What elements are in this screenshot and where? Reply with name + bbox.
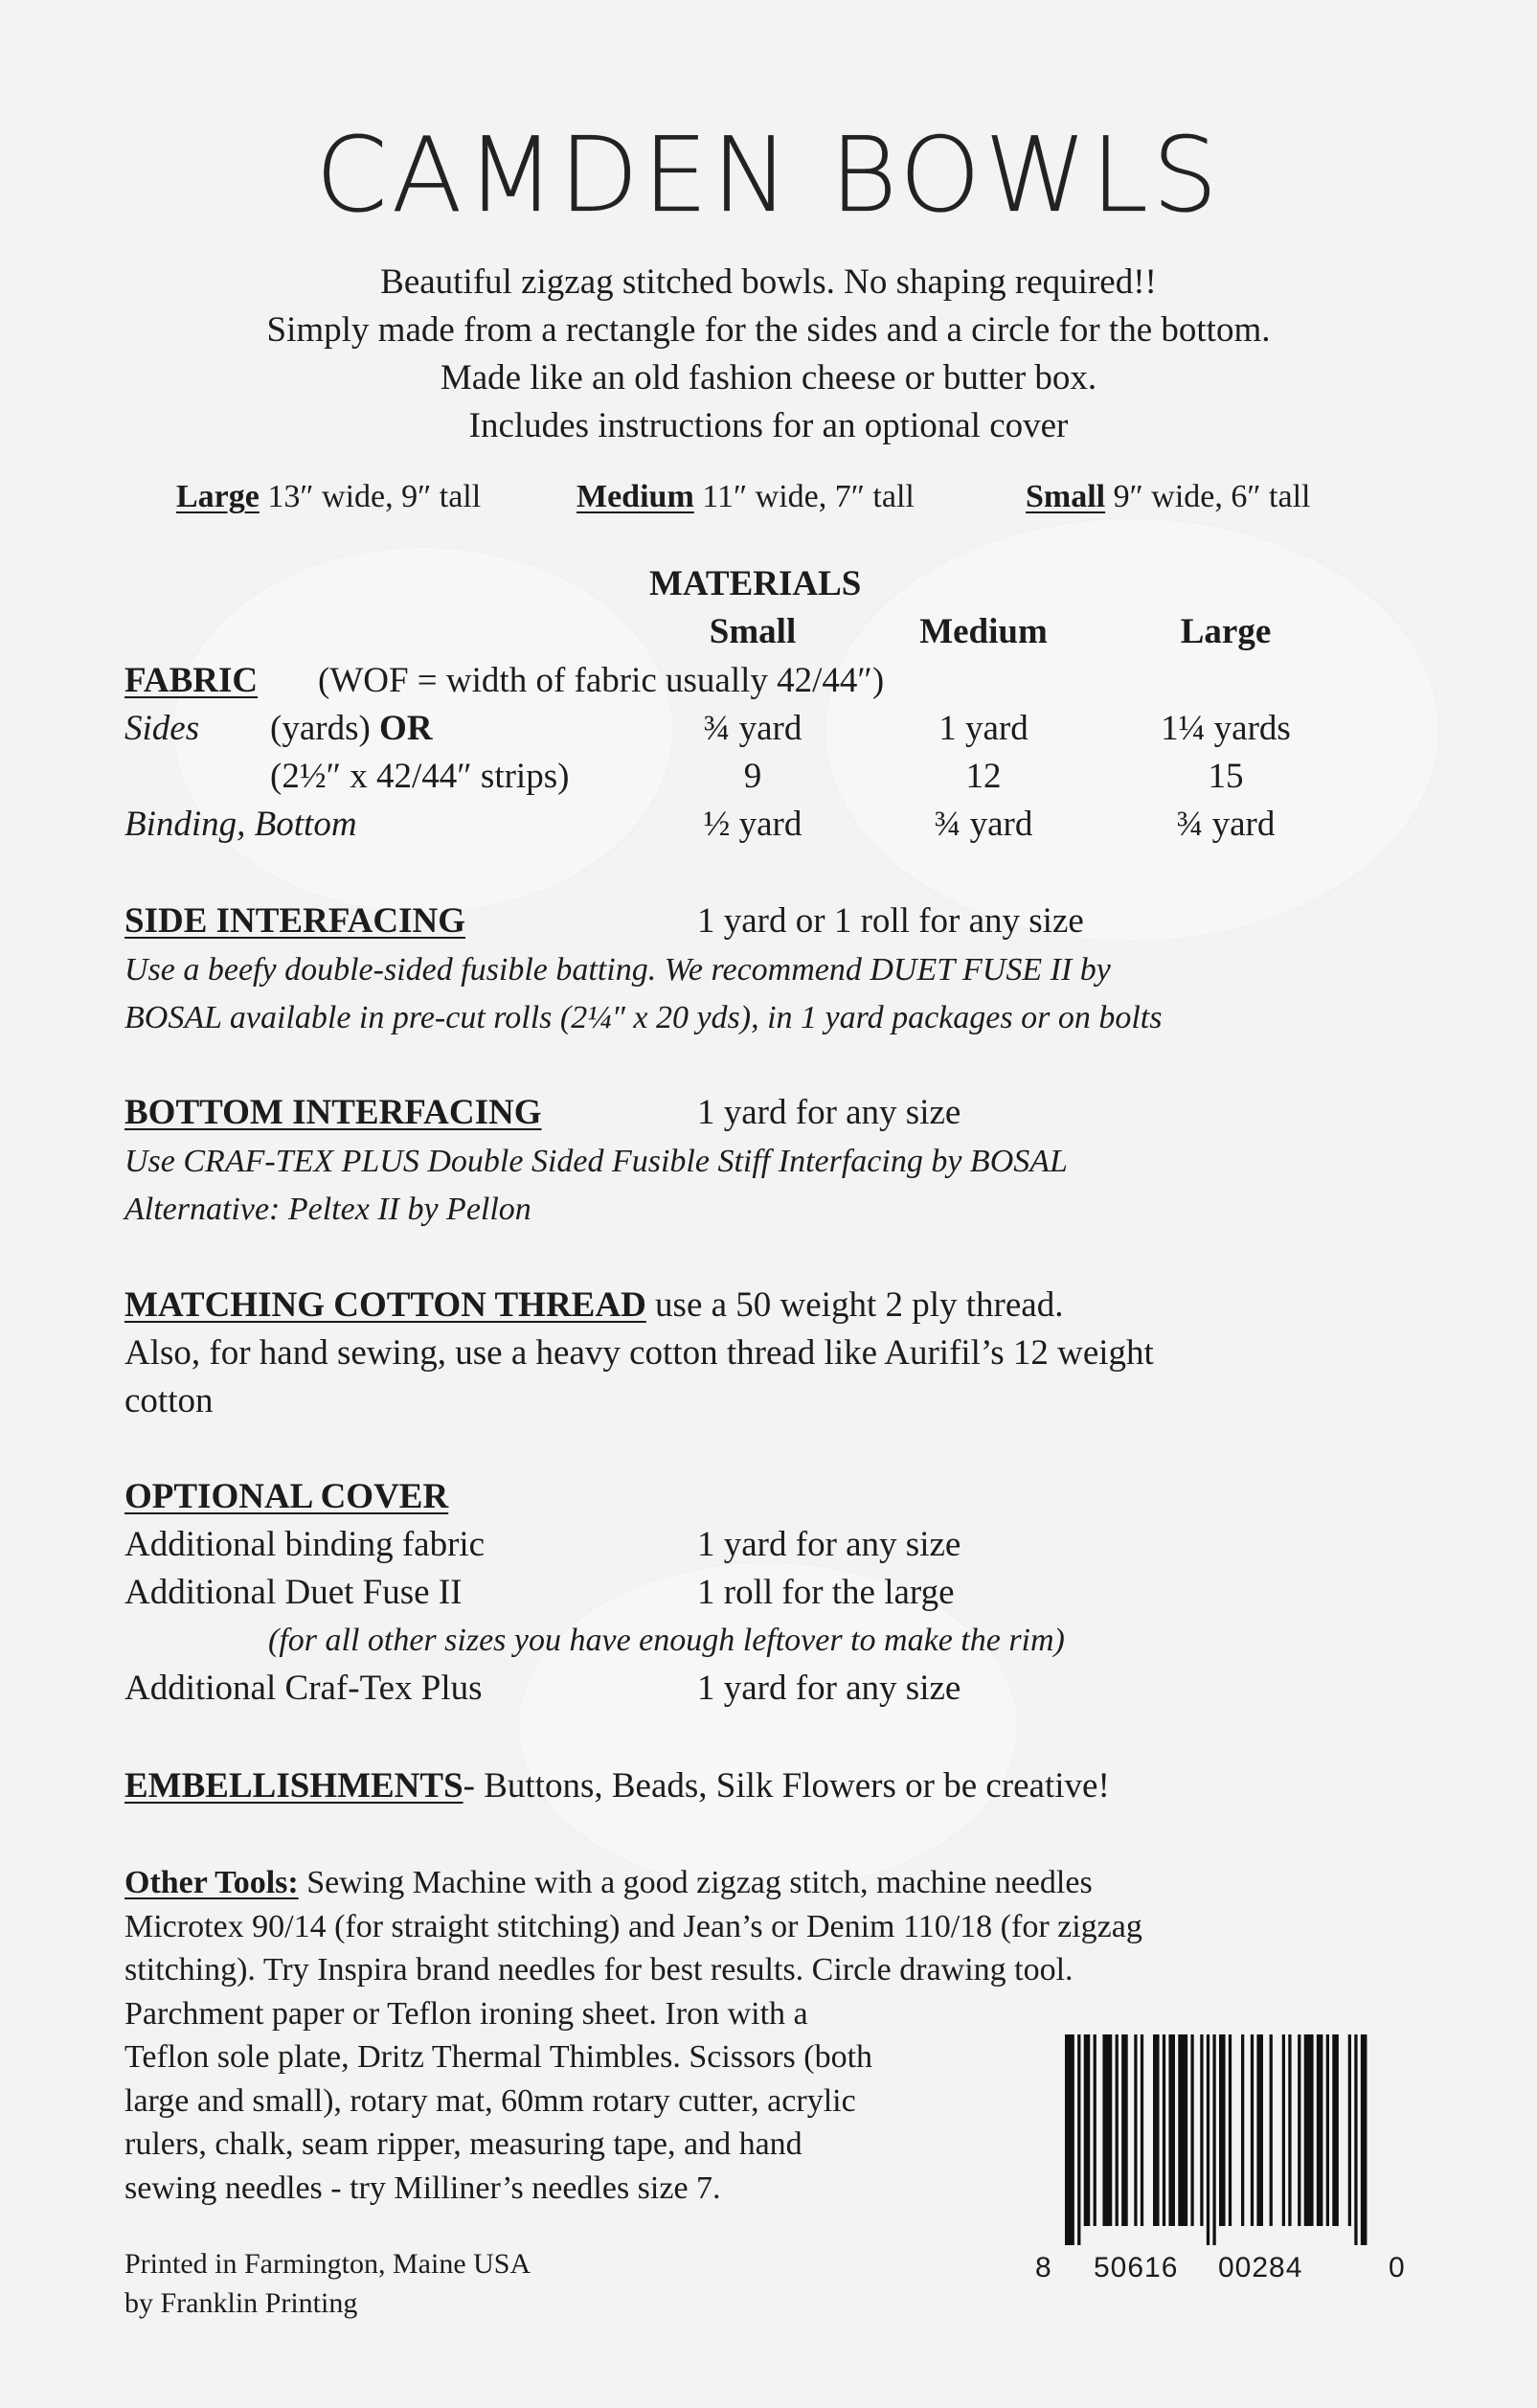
barcode-bar bbox=[1116, 2034, 1119, 2226]
bottom-interfacing-value: 1 yard for any size bbox=[697, 1093, 961, 1132]
optional-cover-heading: OPTIONAL COVER bbox=[124, 1477, 449, 1516]
size-large-label: Large bbox=[176, 479, 260, 514]
materials-heading: MATERIALS bbox=[649, 564, 862, 603]
bottom-interfacing-note: Alternative: Peltex II by Pellon bbox=[124, 1192, 531, 1227]
cover-note: (for all other sizes you have enough leftover to make the rim) bbox=[268, 1623, 1065, 1658]
barcode-bar bbox=[1065, 2034, 1074, 2245]
column-header-large: Large bbox=[1180, 612, 1272, 651]
size-small bbox=[1026, 479, 1310, 515]
bottom-interfacing-heading: BOTTOM INTERFACING bbox=[124, 1093, 542, 1132]
barcode-bar bbox=[1190, 2034, 1193, 2226]
barcode-bar bbox=[1163, 2034, 1165, 2226]
column-header-medium: Medium bbox=[919, 612, 1048, 651]
column-header-small: Small bbox=[709, 612, 797, 651]
other-tools-line: Microtex 90/14 (for straight stitching) and Jean’s or Denim 110/18 (for zigzag bbox=[124, 1908, 1142, 1944]
intro-line: Includes instructions for an optional cover bbox=[468, 406, 1069, 445]
thread-heading: MATCHING COTTON THREAD bbox=[124, 1285, 646, 1325]
other-tools-line: stitching). Try Inspira brand needles for best results. Circle drawing tool. bbox=[124, 1952, 1074, 1988]
thread-value: use a 50 weight 2 ply thread. bbox=[645, 1285, 1064, 1325]
other-tools-line: Parchment paper or Teflon ironing sheet. Iron with a bbox=[124, 1995, 808, 2032]
printer-credit bbox=[124, 2244, 531, 2323]
other-tools-text: Sewing Machine with a good zigzag stitch, machine needles bbox=[298, 1865, 1093, 1900]
size-medium-value: 11″ wide, 7″ tall bbox=[693, 479, 915, 514]
embellishments-text: - Buttons, Beads, Silk Flowers or be creative! bbox=[463, 1766, 1110, 1806]
thread-line bbox=[124, 1282, 1063, 1329]
size-large bbox=[176, 479, 481, 515]
binding-small: ½ yard bbox=[703, 805, 802, 844]
embellishments-heading: EMBELLISHMENTS bbox=[124, 1766, 463, 1806]
or-text: OR bbox=[379, 709, 433, 748]
barcode-bar bbox=[1317, 2034, 1323, 2226]
barcode-digits-2: 00284 bbox=[1218, 2252, 1303, 2283]
other-tools-line bbox=[124, 1861, 1350, 1905]
size-small-value: 9″ wide, 6″ tall bbox=[1105, 479, 1311, 514]
yards-text: (yards) bbox=[270, 709, 380, 748]
barcode-bar bbox=[1141, 2034, 1143, 2226]
barcode-digit-right: 0 bbox=[1389, 2252, 1406, 2283]
barcode-bar bbox=[1200, 2034, 1203, 2226]
barcode-bar bbox=[1348, 2034, 1351, 2226]
barcode-bar bbox=[1251, 2034, 1254, 2226]
side-interfacing-heading: SIDE INTERFACING bbox=[124, 901, 466, 941]
size-small-label: Small bbox=[1026, 479, 1106, 514]
sides-label: Sides bbox=[124, 709, 200, 748]
barcode bbox=[1065, 2034, 1373, 2245]
side-interfacing-note: BOSAL available in pre-cut rolls (2¼″ x 20 yds), in 1 yard packages or on bolts bbox=[124, 1000, 1163, 1035]
barcode-digits-1: 50616 bbox=[1094, 2252, 1179, 2283]
intro-text bbox=[0, 259, 1537, 450]
cover-item-value: 1 yard for any size bbox=[697, 1669, 961, 1708]
barcode-bar bbox=[1288, 2034, 1291, 2226]
barcode-bar bbox=[1241, 2034, 1244, 2226]
intro-line: Beautiful zigzag stitched bowls. No shaping required!! bbox=[380, 262, 1157, 302]
barcode-bar bbox=[1084, 2034, 1091, 2226]
strips-large: 15 bbox=[1208, 757, 1244, 796]
yards-label bbox=[270, 705, 433, 753]
barcode-bar bbox=[1219, 2034, 1226, 2226]
other-tools-line: rulers, chalk, seam ripper, measuring tape, and hand bbox=[124, 2126, 802, 2162]
side-interfacing-note: Use a beefy double-sided fusible batting. We recommend DUET FUSE II by bbox=[124, 952, 1111, 988]
fabric-note: (WOF = width of fabric usually 42/44″) bbox=[318, 661, 885, 700]
other-tools-line: sewing needles - try Milliner’s needles size 7. bbox=[124, 2169, 721, 2206]
barcode-bar bbox=[1212, 2034, 1215, 2245]
barcode-bar bbox=[1229, 2034, 1232, 2226]
strips-label: (2½″ x 42/44″ strips) bbox=[270, 757, 570, 796]
thread-line-2: Also, for hand sewing, use a heavy cotton thread like Aurifil’s 12 weight bbox=[124, 1333, 1154, 1373]
intro-line: Simply made from a rectangle for the sides and a circle for the bottom. bbox=[266, 310, 1271, 350]
barcode-bar bbox=[1361, 2034, 1367, 2245]
barcode-bar bbox=[1332, 2034, 1339, 2226]
fabric-heading: FABRIC bbox=[124, 661, 259, 700]
barcode-bar bbox=[1102, 2034, 1112, 2226]
size-large-value: 13″ wide, 9″ tall bbox=[259, 479, 482, 514]
cover-item-label: Additional Duet Fuse II bbox=[124, 1573, 463, 1612]
printer-line: Printed in Farmington, Maine USA bbox=[124, 2248, 531, 2280]
sides-yards-large: 1¼ yards bbox=[1161, 709, 1291, 748]
barcode-bar bbox=[1077, 2034, 1080, 2245]
barcode-bar bbox=[1282, 2034, 1285, 2226]
barcode-bar bbox=[1094, 2034, 1096, 2226]
side-interfacing-value: 1 yard or 1 roll for any size bbox=[697, 901, 1084, 941]
binding-medium: ¾ yard bbox=[934, 805, 1033, 844]
barcode-bar bbox=[1153, 2034, 1160, 2226]
barcode-digit-left: 8 bbox=[1035, 2252, 1052, 2283]
embellishments-line bbox=[124, 1762, 1110, 1810]
barcode-bar bbox=[1121, 2034, 1128, 2226]
other-tools-line: Teflon sole plate, Dritz Thermal Thimbles. Scissors (both bbox=[124, 2039, 873, 2075]
cover-item-label: Additional Craf-Tex Plus bbox=[124, 1669, 483, 1708]
other-tools-line: large and small), rotary mat, 60mm rotary cutter, acrylic bbox=[124, 2082, 856, 2119]
barcode-bar bbox=[1326, 2034, 1329, 2226]
strips-small: 9 bbox=[743, 757, 762, 796]
cover-item-label: Additional binding fabric bbox=[124, 1525, 486, 1564]
bottom-interfacing-note: Use CRAF-TEX PLUS Double Sided Fusible Stiff Interfacing by BOSAL bbox=[124, 1144, 1068, 1179]
barcode-bar bbox=[1354, 2034, 1357, 2245]
barcode-bar bbox=[1256, 2034, 1263, 2226]
cover-item-value: 1 yard for any size bbox=[697, 1525, 961, 1564]
barcode-bar bbox=[1178, 2034, 1187, 2226]
binding-bottom-label: Binding, Bottom bbox=[124, 805, 357, 844]
size-medium bbox=[576, 479, 915, 515]
intro-line: Made like an old fashion cheese or butter box. bbox=[440, 358, 1097, 398]
barcode-bar bbox=[1168, 2034, 1175, 2226]
size-medium-label: Medium bbox=[576, 479, 694, 514]
printer-line: by Franklin Printing bbox=[124, 2287, 358, 2319]
cover-item-value: 1 roll for the large bbox=[697, 1573, 955, 1612]
barcode-bar bbox=[1270, 2034, 1273, 2226]
barcode-bar bbox=[1298, 2034, 1300, 2226]
other-tools-heading: Other Tools: bbox=[124, 1865, 299, 1900]
strips-medium: 12 bbox=[965, 757, 1002, 796]
page-title: CAMDEN BOWLS bbox=[315, 116, 1222, 236]
thread-line-3: cotton bbox=[124, 1381, 214, 1420]
sides-yards-medium: 1 yard bbox=[938, 709, 1028, 748]
barcode-bar bbox=[1134, 2034, 1137, 2226]
sides-yards-small: ¾ yard bbox=[703, 709, 802, 748]
binding-large: ¾ yard bbox=[1176, 805, 1276, 844]
barcode-bar bbox=[1304, 2034, 1314, 2226]
barcode-bar bbox=[1207, 2034, 1209, 2245]
